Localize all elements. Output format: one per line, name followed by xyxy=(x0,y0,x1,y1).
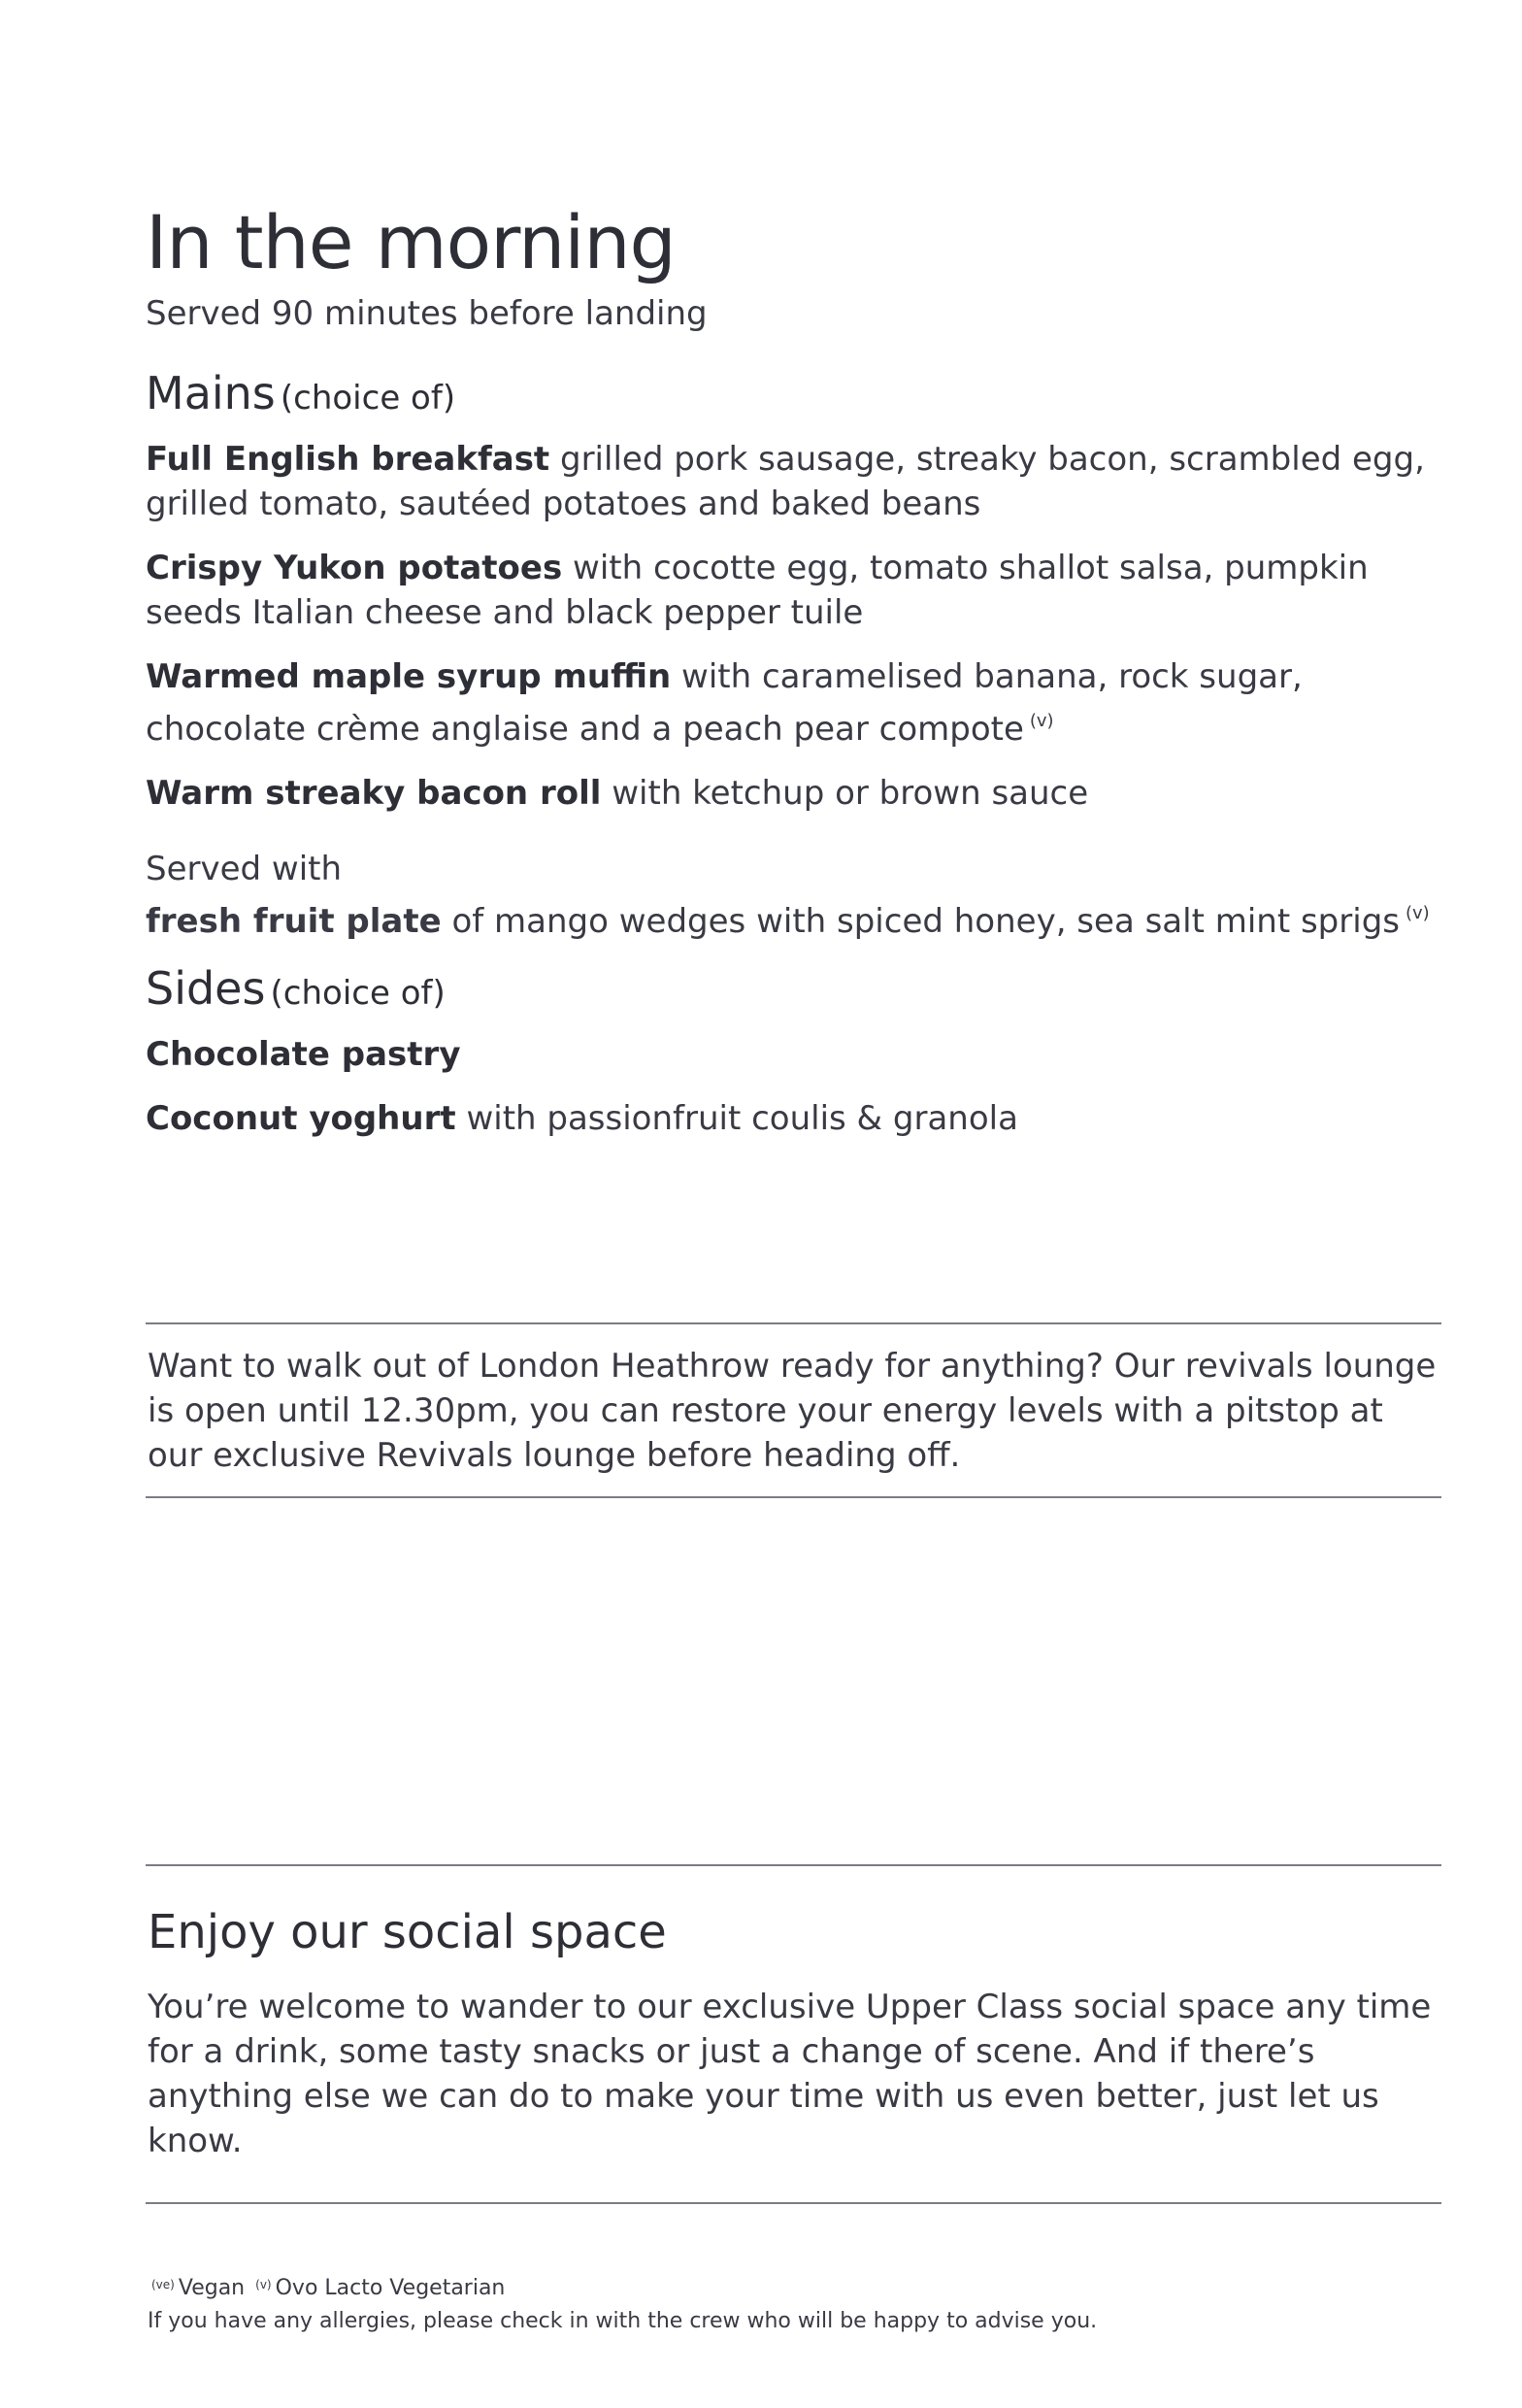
menu-item-name: Full English breakfast xyxy=(146,440,550,479)
menu-item xyxy=(146,1096,1437,1141)
served-with-label: Served with xyxy=(146,850,343,888)
menu-item-desc: grilled pork sausage, streaky bacon, scrambled egg, grilled tomato, sautéed potatoes and baked beans xyxy=(146,440,1425,523)
diet-legend xyxy=(148,2268,1097,2305)
menu-item-name: Warmed maple syrup muffin xyxy=(146,657,672,696)
menu-item-desc: with passionfruit coulis & granola xyxy=(466,1099,1018,1138)
page-title: In the morning xyxy=(146,199,676,285)
menu-item xyxy=(146,437,1437,526)
divider xyxy=(146,1864,1441,1866)
sides-note: (choice of) xyxy=(270,974,446,1013)
sides-title: Sides xyxy=(146,962,266,1015)
served-with xyxy=(146,847,1437,944)
menu-page xyxy=(146,199,1437,1141)
menu-item-name: Crispy Yukon potatoes xyxy=(146,549,563,587)
menu-item-desc: with caramelised banana, rock sugar, chocolate crème anglaise and a peach pear compote xyxy=(146,657,1303,749)
mains-note: (choice of) xyxy=(280,379,456,418)
mains-title: Mains xyxy=(146,367,276,419)
sides-heading xyxy=(146,959,1437,1028)
menu-item-desc: with cocotte egg, tomato shallot salsa, pumpkin seeds Italian cheese and black pepper tuile xyxy=(146,549,1369,632)
footer xyxy=(148,2268,1097,2338)
menu-item xyxy=(146,654,1437,752)
vegan-label: Vegan xyxy=(178,2276,246,2300)
revivals-text: Want to walk out of London Heathrow ready for anything? Our revivals lounge is open until 12.30pm, you can restore your energy levels with a pitstop at our exclusive Revivals lounge before heading off. xyxy=(148,1347,1437,1475)
vegetarian-mark: (v) xyxy=(1406,903,1430,923)
menu-item-desc: with ketchup or brown sauce xyxy=(612,774,1089,813)
menu-item-name: fresh fruit plate xyxy=(146,902,442,941)
menu-item xyxy=(146,546,1437,635)
vegan-mark: (ve) xyxy=(151,2278,175,2291)
page-subtitle: Served 90 minutes before landing xyxy=(146,294,708,333)
allergy-note: If you have any allergies, please check in with the crew who will be happy to advise you. xyxy=(148,2309,1098,2333)
social-title: Enjoy our social space xyxy=(148,1905,667,1959)
divider xyxy=(146,2202,1441,2204)
vegetarian-mark: (v) xyxy=(1029,711,1054,731)
divider xyxy=(146,1496,1441,1498)
vegetarian-label: Ovo Lacto Vegetarian xyxy=(275,2276,506,2300)
menu-item-name: Chocolate pastry xyxy=(146,1035,461,1074)
vegetarian-mark: (v) xyxy=(255,2278,272,2291)
served-with-item xyxy=(146,891,1437,944)
menu-item xyxy=(146,1032,1437,1077)
menu-item-desc: of mango wedges with spiced honey, sea salt mint sprigs xyxy=(451,902,1400,941)
menu-item-name: Warm streaky bacon roll xyxy=(146,774,602,813)
menu-item xyxy=(146,771,1437,816)
social-text: You’re welcome to wander to our exclusive Upper Class social space any time for a drink, some tasty snacks or just a change of scene. And if there’s anything else we can do to make your time with us even better, just let us know. xyxy=(148,1988,1432,2160)
menu-item-name: Coconut yoghurt xyxy=(146,1099,456,1138)
divider xyxy=(146,1322,1441,1324)
mains-heading xyxy=(146,364,1437,433)
